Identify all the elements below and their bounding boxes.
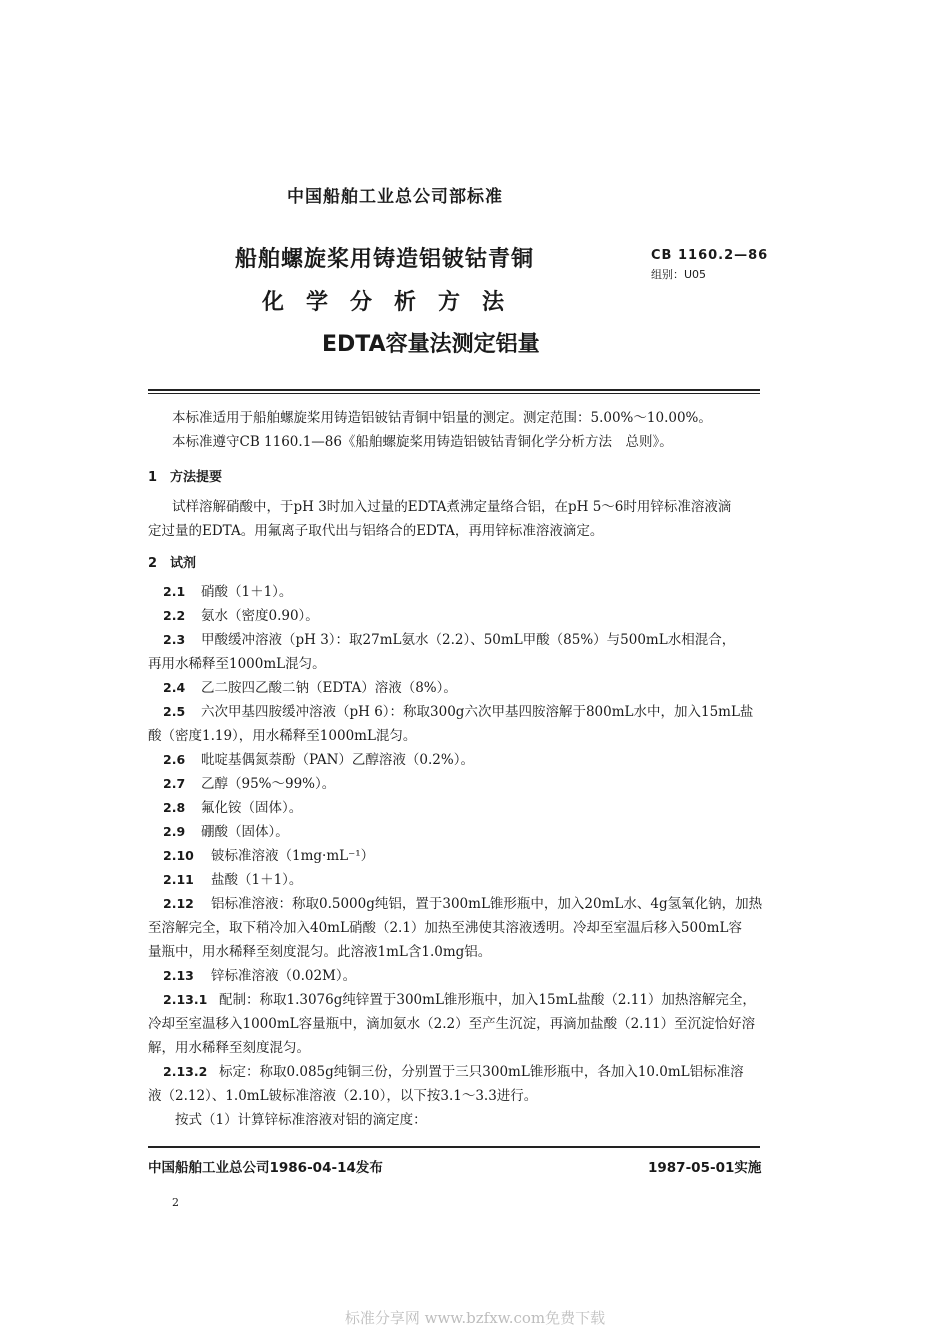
item-2-6: 2.6 吡啶基偶氮萘酚（PAN）乙醇溶液（0.2%）。 bbox=[163, 752, 474, 768]
issuing-organization: 中国船舶工业总公司部标准 bbox=[287, 187, 503, 207]
item-2-5: 2.5 六次甲基四胺缓冲溶液（pH 6）：称取300g六次甲基四胺溶解于800mL水中，加入15mL盐 bbox=[163, 704, 754, 720]
item-2-12: 2.12 铝标准溶液：称取0.5000g纯铝，置于300mL锥形瓶中，加入20mL水、4g氢氧化钠，加热 bbox=[163, 896, 763, 912]
item-2-9: 2.9 硼酸（固体）。 bbox=[163, 824, 289, 840]
section-1-heading: 1 方法提要 bbox=[148, 470, 223, 485]
item-2-13-2: 2.13.2 标定：称取0.085g纯铜三份，分别置于三只300mL锥形瓶中，各加入10.0mL铝标准溶 bbox=[163, 1064, 744, 1080]
item-2-11: 2.11 盐酸（1＋1）。 bbox=[163, 872, 303, 888]
section-1-line-1: 试样溶解硝酸中，于pH 3时加入过量的EDTA煮沸定量络合铝，在pH 5～6时用锌标准溶液滴 bbox=[172, 499, 732, 515]
item-2-3: 2.3 甲酸缓冲溶液（pH 3）：取27mL氨水（2.2）、50mL甲酸（85%）与500mL水相混合， bbox=[163, 632, 736, 648]
item-2-1: 2.1 硝酸（1＋1）。 bbox=[163, 584, 293, 600]
group-label: 组别：U05 bbox=[651, 268, 707, 281]
intro-line-1: 本标准适用于船舶螺旋桨用铸造铝铍钴青铜中铝量的测定。测定范围：5.00%～10.00%。 bbox=[172, 410, 712, 426]
effective-date: 1987-05-01实施 bbox=[648, 1160, 762, 1176]
item-2-13-2-cont: 液（2.12）、1.0mL铍标准溶液（2.10），以下按3.1～3.3进行。 bbox=[148, 1088, 538, 1104]
item-2-13-1-cont2: 解，用水稀释至刻度混匀。 bbox=[148, 1040, 310, 1056]
item-2-13-1: 2.13.1 配制：称取1.3076g纯锌置于300mL锥形瓶中，加入15mL盐酸（2.11）加热溶解完全， bbox=[163, 992, 756, 1008]
item-2-4: 2.4 乙二胺四乙酸二钠（EDTA）溶液（8%）。 bbox=[163, 680, 457, 696]
item-2-13-1-cont: 冷却至室温移入1000mL容量瓶中，滴加氨水（2.2）至产生沉淀，再滴加盐酸（2.11）至沉淀恰好溶 bbox=[148, 1016, 756, 1032]
item-2-7: 2.7 乙醇（95%～99%）。 bbox=[163, 776, 336, 792]
intro-line-2: 本标准遵守CB 1160.1—86《船舶螺旋桨用铸造铝铍钴青铜化学分析方法 总则》。 bbox=[172, 434, 673, 450]
section-1-line-2: 定过量的EDTA。用氟离子取代出与铝络合的EDTA，再用锌标准溶液滴定。 bbox=[148, 523, 604, 539]
header-rule-top bbox=[148, 389, 760, 391]
title-line-3: EDTA容量法测定铝量 bbox=[322, 332, 540, 357]
item-2-3-cont: 再用水稀释至1000mL混匀。 bbox=[148, 656, 326, 672]
section-2-heading: 2 试剂 bbox=[148, 556, 197, 571]
standard-code: CB 1160.2—86 bbox=[651, 248, 769, 263]
item-2-10: 2.10 铍标准溶液（1mg·mL⁻¹） bbox=[163, 848, 375, 864]
watermark: 标准分享网 www.bzfxw.com免费下载 bbox=[344, 1309, 606, 1327]
footer-rule bbox=[148, 1146, 760, 1148]
item-2-12-cont: 至溶解完全，取下稍冷加入40mL硝酸（2.1）加热至沸使其溶液透明。冷却至室温后移入500mL容 bbox=[148, 920, 742, 936]
title-line-2: 化学分析方法 bbox=[262, 290, 527, 315]
formula-intro: 按式（1）计算锌标准溶液对铝的滴定度： bbox=[175, 1112, 427, 1128]
header-rule-bottom bbox=[148, 393, 760, 394]
item-2-8: 2.8 氟化铵（固体）。 bbox=[163, 800, 303, 816]
title-line-1: 船舶螺旋桨用铸造铝铍钴青铜 bbox=[235, 247, 535, 272]
page-number: 2 bbox=[172, 1196, 179, 1209]
item-2-13: 2.13 锌标准溶液（0.02M）。 bbox=[163, 968, 357, 984]
item-2-5-cont: 酸（密度1.19），用水稀释至1000mL混匀。 bbox=[148, 728, 417, 744]
item-2-2: 2.2 氨水（密度0.90）。 bbox=[163, 608, 319, 624]
item-2-12-cont2: 量瓶中，用水稀释至刻度混匀。此溶液1mL含1.0mg铝。 bbox=[148, 944, 492, 960]
issued-date: 中国船舶工业总公司1986-04-14发布 bbox=[148, 1160, 383, 1176]
